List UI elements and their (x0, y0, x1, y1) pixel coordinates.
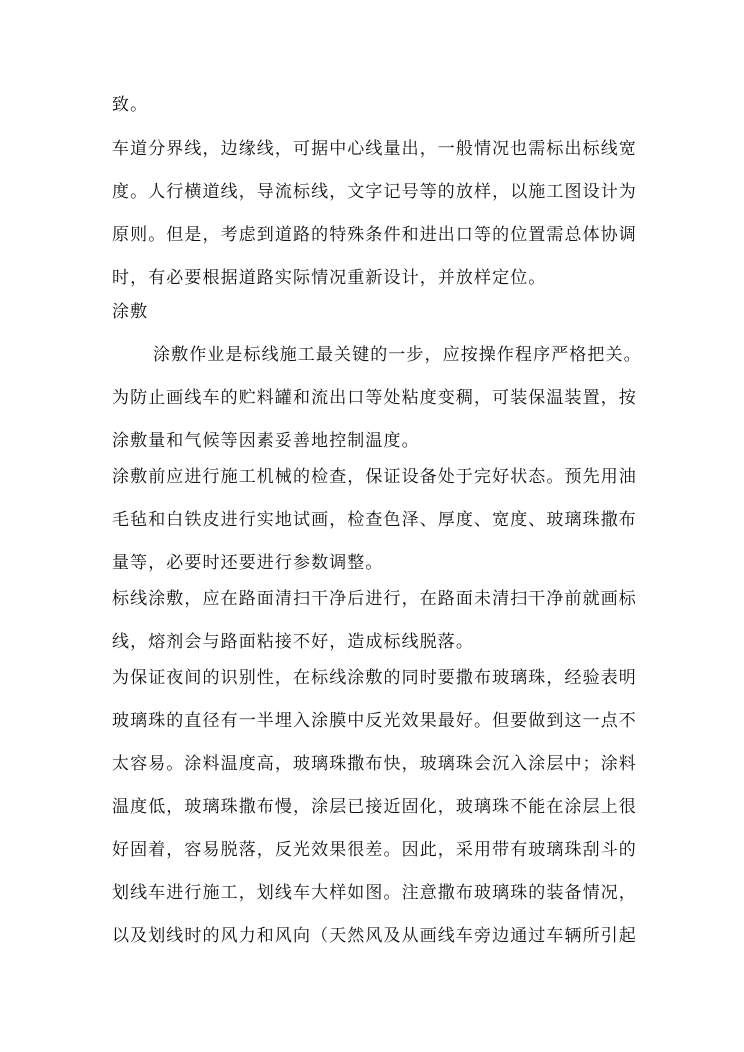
text-line: 以及划线时的风力和风向（天然风及从画线车旁边通过车辆所引起 (112, 926, 637, 946)
text-line: 标线涂敷，应在路面清扫干净后进行，在路面未清扫干净前就画标 (112, 589, 637, 609)
text-line: 涂敷前应进行施工机械的检查，保证设备处于完好状态。预先用油 (112, 467, 637, 487)
text-line: 为防止画线车的贮料罐和流出口等处粘度变稠，可装保温装置，按 (112, 388, 637, 408)
text-line: 好固着，容易脱落，反光效果很差。因此，采用带有玻璃珠刮斗的 (112, 840, 637, 860)
text-line: 涂敷量和气候等因素妥善地控制温度。 (112, 431, 420, 451)
text-line: 致。 (112, 95, 149, 115)
text-line: 量等，必要时还要进行参数调整。 (112, 553, 384, 573)
text-line: 度。人行横道线，导流标线，文字记号等的放样，以施工图设计为 (112, 182, 637, 202)
section-heading: 涂敷 (112, 302, 149, 322)
text-line: 玻璃珠的直径有一半埋入涂膜中反光效果最好。但要做到这一点不 (112, 711, 637, 731)
text-line: 时，有必要根据道路实际情况重新设计，并放样定位。 (112, 268, 547, 288)
text-line: 涂敷作业是标线施工最关键的一步，应按操作程序严格把关。 (153, 345, 642, 365)
text-line: 线，熔剂会与路面粘接不好，造成标线脱落。 (112, 632, 474, 652)
text-line: 温度低，玻璃珠撒布慢，涂层已接近固化，玻璃珠不能在涂层上很 (112, 797, 637, 817)
text-line: 为保证夜间的识别性，在标线涂敷的同时要撒布玻璃珠，经验表明 (112, 668, 637, 688)
text-line: 车道分界线，边缘线，可据中心线量出，一般情况也需标出标线宽 (112, 139, 637, 159)
text-line: 原则。但是，考虑到道路的特殊条件和进出口等的位置需总体协调 (112, 225, 637, 245)
text-line: 划线车进行施工，划线车大样如图。注意撒布玻璃珠的装备情况， (112, 883, 637, 903)
text-line: 毛毡和白铁皮进行实地试画，检查色泽、厚度、宽度、玻璃珠撒布 (112, 510, 637, 530)
text-line: 太容易。涂料温度高，玻璃珠撒布快，玻璃珠会沉入涂层中；涂料 (112, 754, 637, 774)
